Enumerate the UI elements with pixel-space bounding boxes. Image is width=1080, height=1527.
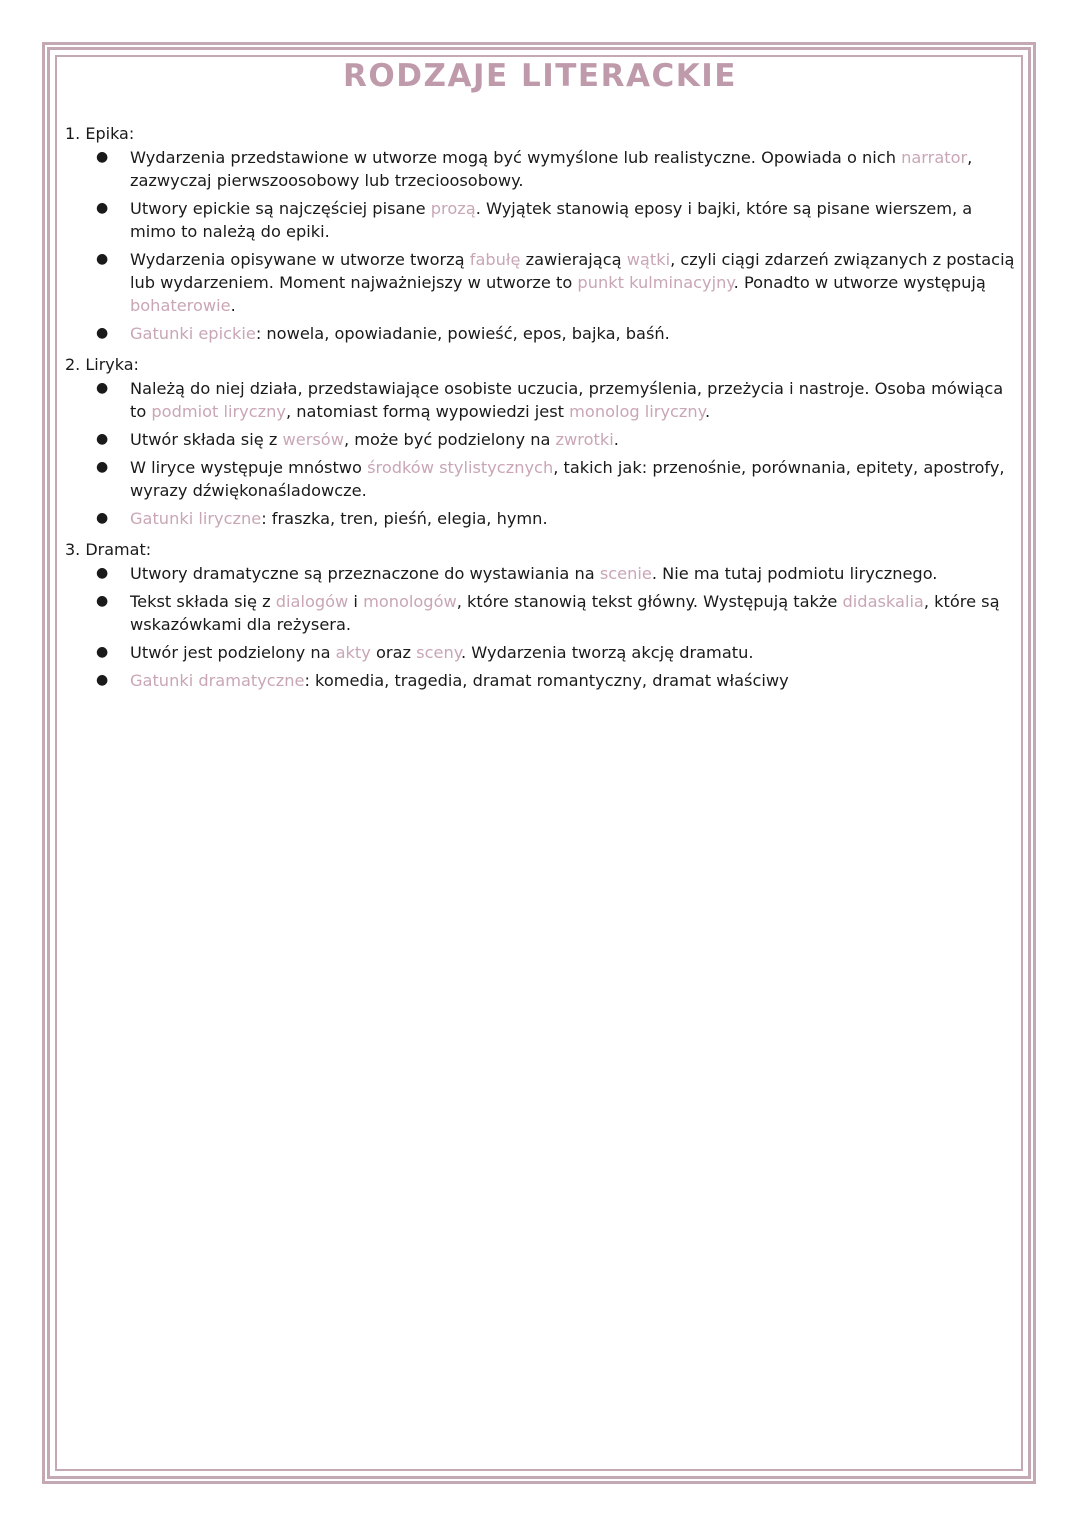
highlighted-term: bohaterowie <box>130 296 231 315</box>
section-heading: 1. Epika: <box>65 124 135 143</box>
highlighted-term: wątki <box>626 250 671 269</box>
list-item <box>65 641 1020 664</box>
item-text: zawierającą <box>520 250 627 269</box>
highlighted-term: prozą <box>430 199 476 218</box>
list-item <box>65 507 1020 530</box>
bullet-icon: ● <box>96 251 109 267</box>
item-text: , takich jak: przenośnie, porównania, epitety, apostrofy, wyrazy dźwiękonaśladowcze. <box>130 458 1005 500</box>
item-text: Utwór jest podzielony na <box>130 643 336 662</box>
item-text: . Nie ma tutaj podmiotu lirycznego. <box>651 564 938 583</box>
section-heading: 2. Liryka: <box>65 355 139 374</box>
item-text: W liryce występuje mnóstwo <box>130 458 368 477</box>
list-item <box>65 428 1020 451</box>
bullet-list <box>65 377 1020 530</box>
section-liryka <box>65 353 1020 530</box>
list-item <box>65 590 1020 636</box>
highlighted-term: monolog liryczny <box>569 402 705 421</box>
item-text: oraz <box>370 643 417 662</box>
item-text: , czyli ciągi zdarzeń związanych z postacią lub wydarzeniem. Moment najważniejszy w utworze to <box>130 250 1015 292</box>
highlighted-term: podmiot liryczny <box>151 402 286 421</box>
highlighted-term: Gatunki dramatyczne <box>130 671 305 690</box>
list-item <box>65 146 1020 192</box>
list-item <box>65 197 1020 243</box>
bullet-icon: ● <box>96 565 109 581</box>
item-text: . Wyjątek stanowią eposy i bajki, które są pisane wierszem, a mimo to należą do epiki. <box>130 199 973 241</box>
item-text: . <box>704 402 711 421</box>
item-text: , zazwyczaj pierwszoosobowy lub trzecioosobowy. <box>130 148 973 190</box>
highlighted-term: akty <box>335 643 371 662</box>
bullet-icon: ● <box>96 593 109 609</box>
item-text: , może być podzielony na <box>343 430 556 449</box>
section-heading: 3. Dramat: <box>65 540 152 559</box>
bullet-icon: ● <box>96 325 109 341</box>
item-text: : fraszka, tren, pieśń, elegia, hymn. <box>261 509 548 528</box>
highlighted-term: środków stylistycznych <box>367 458 554 477</box>
item-text: . <box>613 430 619 449</box>
document-body <box>65 116 1020 697</box>
item-text: , które są wskazówkami dla reżysera. <box>130 592 1000 634</box>
bullet-icon: ● <box>96 431 109 447</box>
bullet-list <box>65 562 1020 692</box>
highlighted-term: dialogów <box>275 592 349 611</box>
section-epika <box>65 122 1020 345</box>
item-text: Wydarzenia przedstawione w utworze mogą być wymyślone lub realistyczne. Opowiada o nich <box>130 148 902 167</box>
highlighted-term: didaskalia <box>842 592 924 611</box>
list-item <box>65 377 1020 423</box>
highlighted-term: sceny <box>416 643 461 662</box>
item-text: : nowela, opowiadanie, powieść, epos, bajka, baśń. <box>255 324 670 343</box>
bullet-icon: ● <box>96 149 109 165</box>
highlighted-term: scenie <box>599 564 652 583</box>
highlighted-term: Gatunki epickie <box>130 324 256 343</box>
page-title: RODZAJE LITERACKIE <box>343 58 737 94</box>
highlighted-term: punkt kulminacyjny <box>577 273 734 292</box>
item-text: . Wydarzenia tworzą akcję dramatu. <box>460 643 754 662</box>
item-text: Wydarzenia opisywane w utworze tworzą <box>130 250 470 269</box>
item-text: i <box>348 592 364 611</box>
highlighted-term: narrator <box>901 148 968 167</box>
highlighted-term: monologów <box>363 592 457 611</box>
list-item <box>65 322 1020 345</box>
item-text: , natomiast formą wypowiedzi jest <box>286 402 570 421</box>
item-text: . Ponadto w utworze występują <box>733 273 986 292</box>
list-item <box>65 456 1020 502</box>
item-text: . <box>230 296 236 315</box>
list-item <box>65 669 1020 692</box>
item-text: Utwory epickie są najczęściej pisane <box>130 199 431 218</box>
bullet-icon: ● <box>96 459 109 475</box>
highlighted-term: fabułę <box>469 250 521 269</box>
item-text: Utwory dramatyczne są przeznaczone do wystawiania na <box>130 564 600 583</box>
item-text: Tekst składa się z <box>130 592 276 611</box>
bullet-icon: ● <box>96 510 109 526</box>
bullet-icon: ● <box>96 380 109 396</box>
bullet-icon: ● <box>96 672 109 688</box>
item-text: , które stanowią tekst główny. Występują także <box>456 592 843 611</box>
list-item <box>65 562 1020 585</box>
item-text: : komedia, tragedia, dramat romantyczny, dramat właściwy <box>304 671 789 690</box>
bullet-icon: ● <box>96 200 109 216</box>
item-text: Należą do niej działa, przedstawiające osobiste uczucia, przemyślenia, przeżycia i nastroje. Osoba mówiąca to <box>130 379 1004 421</box>
bullet-icon: ● <box>96 644 109 660</box>
list-item <box>65 248 1020 317</box>
highlighted-term: wersów <box>282 430 344 449</box>
bullet-list <box>65 146 1020 345</box>
highlighted-term: Gatunki liryczne <box>130 509 262 528</box>
item-text: Utwór składa się z <box>130 430 283 449</box>
highlighted-term: zwrotki <box>555 430 614 449</box>
section-dramat <box>65 538 1020 692</box>
